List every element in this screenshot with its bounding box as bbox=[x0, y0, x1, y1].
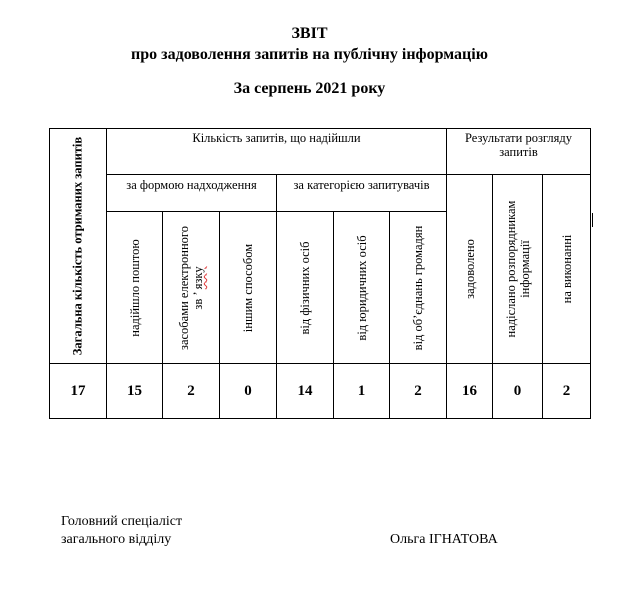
total-header-cell bbox=[50, 129, 107, 364]
citizen-groups-header: від об’єднань громадян bbox=[411, 225, 425, 350]
by-mail-header: надійшло поштою bbox=[127, 238, 142, 337]
by-mail-value: 15 bbox=[107, 364, 163, 419]
position-line1: Головний спеціаліст bbox=[61, 514, 183, 529]
received-group-header: Кількість запитів, що надійшли bbox=[107, 129, 447, 175]
by-electronic-header-line1: засобами електронного bbox=[177, 225, 191, 350]
sent-header-line2: інформації bbox=[517, 240, 532, 298]
individuals-value: 14 bbox=[277, 364, 334, 419]
other-way-value: 0 bbox=[220, 364, 277, 419]
total-value: 17 bbox=[50, 364, 107, 419]
by-electronic-header-part: зв bbox=[191, 298, 205, 310]
report-period: За серпень 2021 року bbox=[233, 80, 386, 97]
results-group-header: Результати розгляду запитів bbox=[447, 129, 591, 175]
in-progress-header-cell bbox=[543, 175, 591, 364]
individuals-header: від фізичних осіб bbox=[298, 240, 312, 335]
legal-entities-value: 1 bbox=[334, 364, 390, 419]
sent-header-cell bbox=[493, 175, 543, 364]
report-title: ЗВІТ bbox=[291, 25, 328, 42]
citizen-groups-header-cell bbox=[390, 212, 447, 364]
report-table bbox=[49, 128, 591, 419]
total-header: Загальна кількість отриманих запитів bbox=[70, 136, 85, 355]
position-line2: загального відділу bbox=[61, 532, 172, 547]
satisfied-header: задоволено bbox=[462, 239, 477, 299]
satisfied-header-cell bbox=[447, 175, 493, 364]
by-electronic-header-spellcheck-word: язку bbox=[191, 265, 205, 289]
by-mail-header-cell bbox=[107, 212, 163, 364]
sent-header-line1: надіслано розпорядникам bbox=[503, 200, 518, 338]
legal-entities-header: від юридичних осіб bbox=[354, 234, 369, 341]
table-row bbox=[50, 364, 591, 419]
by-electronic-value: 2 bbox=[163, 364, 220, 419]
citizen-groups-value: 2 bbox=[390, 364, 447, 419]
sent-value: 0 bbox=[493, 364, 543, 419]
signature-position bbox=[61, 513, 182, 549]
satisfied-value: 16 bbox=[447, 364, 493, 419]
text-cursor bbox=[592, 213, 593, 227]
in-progress-value: 2 bbox=[543, 364, 591, 419]
by-category-group-header: за категорією запитувачів bbox=[277, 175, 447, 212]
legal-entities-header-cell bbox=[334, 212, 390, 364]
individuals-header-cell bbox=[277, 212, 334, 364]
signatory-name: Ольга ІГНАТОВА bbox=[390, 532, 498, 547]
report-subtitle: про задоволення запитів на публічну інформацію bbox=[131, 46, 488, 63]
in-progress-header: на виконанні bbox=[559, 234, 574, 304]
by-electronic-header-apostrophe: ’ bbox=[191, 291, 205, 296]
by-form-group-header: за формою надходження bbox=[107, 175, 277, 212]
other-way-header-cell bbox=[220, 212, 277, 364]
other-way-header: іншим способом bbox=[241, 243, 255, 332]
by-electronic-header-cell bbox=[163, 212, 220, 364]
